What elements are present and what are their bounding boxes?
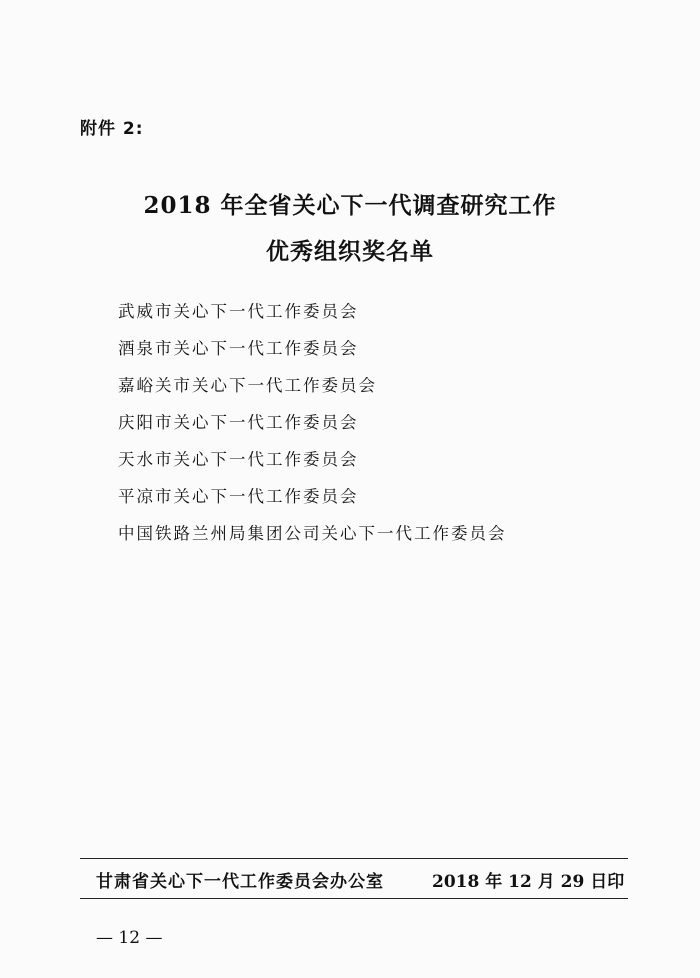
organization-item: 天水市关心下一代工作委员会 bbox=[118, 450, 359, 469]
organization-item: 酒泉市关心下一代工作委员会 bbox=[118, 339, 359, 358]
footer-issuer: 甘肃省关心下一代工作委员会办公室 bbox=[96, 872, 384, 892]
title-line-1: 2018 年全省关心下一代调查研究工作 bbox=[143, 192, 557, 219]
footer-bottom-rule bbox=[80, 898, 628, 899]
organization-item: 平凉市关心下一代工作委员会 bbox=[118, 487, 359, 506]
organization-item: 中国铁路兰州局集团公司关心下一代工作委员会 bbox=[118, 524, 507, 543]
organization-item: 武威市关心下一代工作委员会 bbox=[118, 302, 359, 321]
organization-item: 庆阳市关心下一代工作委员会 bbox=[118, 413, 359, 432]
document-title bbox=[0, 183, 700, 275]
footer-top-rule bbox=[80, 858, 628, 859]
title-line-2: 优秀组织奖名单 bbox=[266, 238, 434, 265]
attachment-label: 附件 2: bbox=[80, 119, 144, 139]
organization-list bbox=[118, 293, 507, 552]
page-number: — 12 — bbox=[96, 928, 163, 948]
organization-item: 嘉峪关市关心下一代工作委员会 bbox=[118, 376, 377, 395]
footer-date: 2018 年 12 月 29 日印 bbox=[432, 872, 625, 892]
